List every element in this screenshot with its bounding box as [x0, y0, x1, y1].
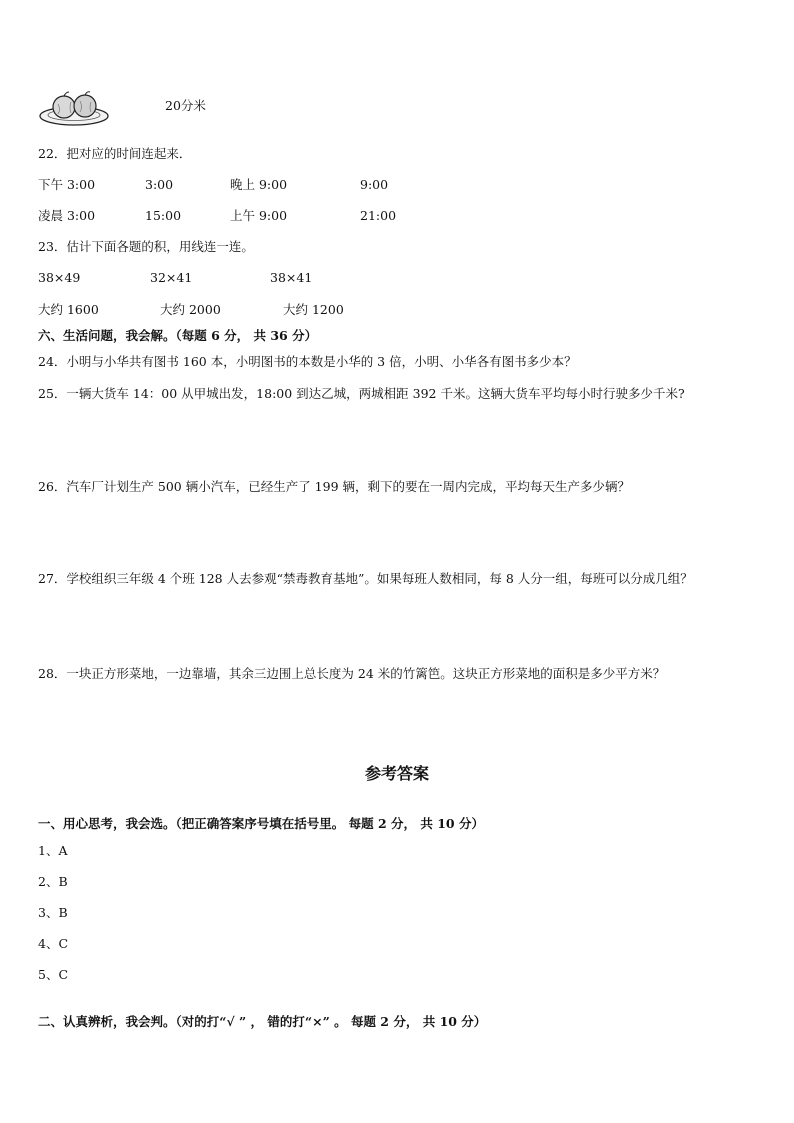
q22-row1-item-4: 9:00 [360, 177, 389, 192]
question-25: 25．一辆大货车 14：00 从甲城出发，18:00 到达乙城，两城相距 392 千米。这辆大货车平均每小时行驶多少千米? [38, 386, 685, 401]
q22-row2-item-4: 21:00 [360, 208, 397, 223]
answer-item-5: 5、C [38, 967, 69, 982]
q22-row1-item-1: 下午 3:00 [38, 177, 96, 192]
image-caption: 20分米 [165, 98, 206, 113]
question-22: 22．把对应的时间连起来． [38, 146, 192, 161]
answers-part-2-heading: 二、认真辨析，我会判。（对的打“√ ” ， 错的打“×” 。 每题 2 分， 共 10 分） [38, 1014, 487, 1029]
plate-with-apples-image [38, 90, 110, 128]
q23-estimate-2: 大约 2000 [160, 302, 221, 317]
answer-item-3: 3、B [38, 905, 68, 920]
q22-row2-item-2: 15:00 [145, 208, 182, 223]
q22-row1-item-3: 晚上 9:00 [230, 177, 288, 192]
question-27: 27．学校组织三年级 4 个班 128 人去参观“禁毒教育基地”。如果每班人数相同，每 8 人分一组，每班可以分成几组？ [38, 571, 693, 586]
q23-expression-1: 38×49 [38, 270, 81, 285]
plate-with-apples-icon [38, 90, 110, 128]
q22-row2-item-3: 上午 9:00 [230, 208, 288, 223]
q22-row1-item-2: 3:00 [145, 177, 174, 192]
q22-row2-item-1: 凌晨 3:00 [38, 208, 96, 223]
question-26: 26．汽车厂计划生产 500 辆小汽车，已经生产了 199 辆，剩下的要在一周内完成，平均每天生产多少辆？ [38, 479, 631, 494]
q23-expression-3: 38×41 [270, 270, 313, 285]
q23-expression-2: 32×41 [150, 270, 193, 285]
answer-item-4: 4、C [38, 936, 69, 951]
question-28: 28．一块正方形菜地，一边靠墙，其余三边围上总长度为 24 米的竹篱笆。这块正方形菜地的面积是多少平方米？ [38, 666, 666, 681]
q23-estimate-3: 大约 1200 [283, 302, 344, 317]
answer-item-1: 1、A [38, 843, 68, 858]
question-24: 24．小明与小华共有图书 160 本，小明图书的本数是小华的 3 倍，小明、小华各有图书多少本？ [38, 354, 577, 369]
question-23: 23．估计下面各题的积，用线连一连。 [38, 239, 254, 254]
answers-title: 参考答案 [364, 764, 429, 783]
answers-part-1-heading: 一、用心思考，我会选。（把正确答案序号填在括号里。 每题 2 分， 共 10 分） [38, 816, 484, 831]
answer-item-2: 2、B [38, 874, 68, 889]
q23-estimate-1: 大约 1600 [38, 302, 99, 317]
section-6-heading: 六、生活问题，我会解。（每题 6 分， 共 36 分） [38, 328, 318, 343]
